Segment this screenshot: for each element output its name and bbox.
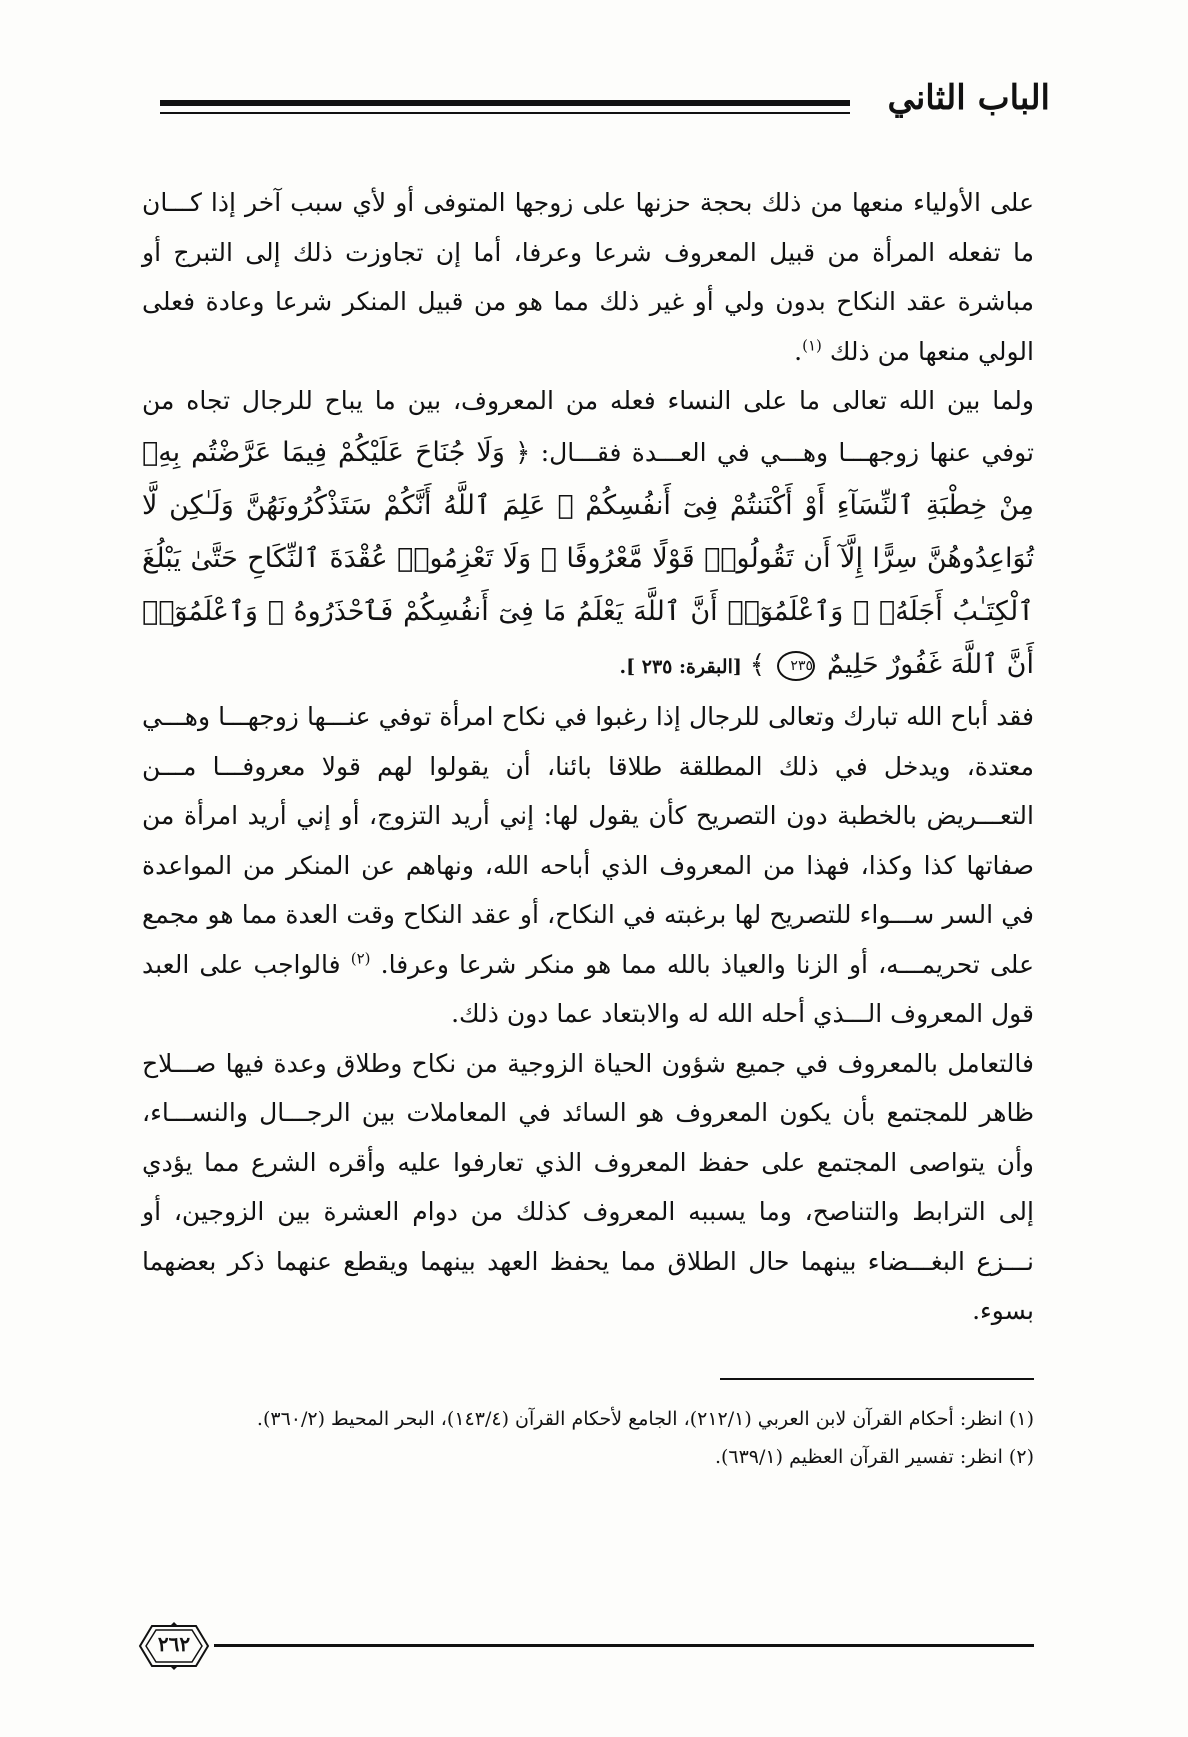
footnote-1: (١) انظر: أحكام القرآن لابن العربي (٢١٢/١)، الجامع لأحكام القرآن (١٤٣/٤)، البحر المحيط (٣٦٠/٢). bbox=[256, 1408, 1034, 1430]
paragraph-3-text: فقد أباح الله تبارك وتعالى للرجال إذا رغبوا في نكاح امرأة توفي عنـــها زوجهـــا وهـــي معتدة، ويدخل في ذلك المطلقة طلاقا بائنا، أن يقولوا لهم قولا معروفـــا مـــن التعـــريض بالخطبة دون التصريح كأن يقول لها: إني أريد التزوج، أو إني أريد امرأة من صفاتها كذا وكذا، فهذا من المعروف الذي أباحه الله، ونهاهم عن المنكر من المواعدة في السر ســـواء للتصريح لها برغبته في النكاح، أو عقد النكاح وقت العدة مما هو مجمع على تحريمـــه، أو الزنا والعياذ بالله مما هو منكر شرعا وعرفا. bbox=[142, 702, 1035, 979]
footnote-ref-1: (١) bbox=[802, 336, 822, 355]
ayah-number-mark: ٢٣٥ bbox=[777, 651, 815, 681]
footnote-2: (٢) انظر: تفسير القرآن العظيم (٦٣٩/١). bbox=[714, 1446, 1034, 1468]
header-double-rule bbox=[160, 100, 850, 114]
paragraph-4: فالتعامل بالمعروف في جميع شؤون الحياة الزوجية من نكاح وطلاق وعدة فيها صـــلاح ظاهر للمجتمع بأن يكون المعروف هو السائد في المعاملات بين الرجـــال والنســـاء، وأن يتواصى المجتمع على حفظ المعروف الذي تعارفوا عليه وأقره الشرع مما يؤدي إلى الترابط والتناصح، وما يسببه المعروف كذلك من دوام العشرة بين الزوجين، أو نـــزع البغـــضاء بينهما حال الطلاق مما يحفظ العهد بينهما ويقطع عنهما ذكر بعضهما بسوء. bbox=[142, 1048, 1034, 1325]
paragraph-2 bbox=[142, 376, 1034, 692]
footnotes bbox=[142, 1400, 1034, 1476]
footnote-ref-2: (٢) bbox=[350, 949, 371, 968]
paragraph-1-text: على الأولياء منعها من ذلك بحجة حزنها على زوجها المتوفى أو لأي سبب آخر إذا كـــان ما تفعله المرأة من قبيل المعروف شرعا وعرفا، أما إن تجاوزت ذلك إلى التبرج أو مباشرة عقد النكاح بدون ولي أو غير ذلك مما هو من قبيل المنكر شرعا وعادة فعلى الولي منعها من ذلك bbox=[142, 188, 1035, 366]
paragraph-2-intro: ولما بين الله تعالى ما على النساء فعله من المعروف، بين ما يباح للرجال تجاه من توفي عنها زوجهـــا وهـــي في العـــدة فقـــال: bbox=[142, 386, 1034, 467]
chapter-title: الباب الثاني bbox=[887, 78, 1050, 118]
quran-verse: وَلَا جُنَاحَ عَلَيْكُمْ فِيمَا عَرَّضْتُم بِهِۦ مِنْ خِطْبَةِ ٱلنِّسَآءِ أَوْ أَكْنَنتُمْ فِىٓ أَنفُسِكُمْ ۚ عَلِمَ ٱللَّهُ أَنَّكُمْ سَتَذْكُرُونَهُنَّ وَلَـٰكِن لَّا تُوَاعِدُوهُنَّ سِرًّا إِلَّآ أَن تَقُولُوا۟ قَوْلًا مَّعْرُوفًا ۚ وَلَا تَعْزِمُوا۟ عُقْدَةَ ٱلنِّكَاحِ حَتَّىٰ يَبْلُغَ ٱلْكِتَـٰبُ أَجَلَهُۥ ۚ وَٱعْلَمُوٓا۟ أَنَّ ٱللَّهَ يَعْلَمُ مَا فِىٓ أَنفُسِكُمْ فَٱحْذَرُوهُ ۚ وَٱعْلَمُوٓا۟ أَنَّ ٱللَّهَ غَفُورٌ حَلِيمٌ bbox=[142, 436, 1034, 680]
running-header bbox=[160, 78, 1050, 128]
quran-open-bracket: ﴿ bbox=[515, 437, 531, 468]
page-number: ٢٦٢ bbox=[157, 1632, 191, 1656]
paragraph-3 bbox=[142, 692, 1034, 1039]
paragraph-1 bbox=[142, 178, 1034, 376]
footer-rule bbox=[214, 1644, 1034, 1647]
main-text bbox=[142, 178, 1034, 1336]
paragraph-3-end: فالواجب على العبد قول المعروف الـــذي أحله الله له والابتعاد عما دون ذلك. bbox=[142, 949, 1034, 1028]
footnote-separator bbox=[720, 1378, 1034, 1380]
quran-close-bracket: ﴾ bbox=[749, 649, 766, 680]
page-number-ornament bbox=[138, 1622, 210, 1670]
paragraph-1-end: . bbox=[794, 336, 803, 366]
quran-reference: [البقرة: ٢٣٥ ]. bbox=[619, 655, 742, 678]
